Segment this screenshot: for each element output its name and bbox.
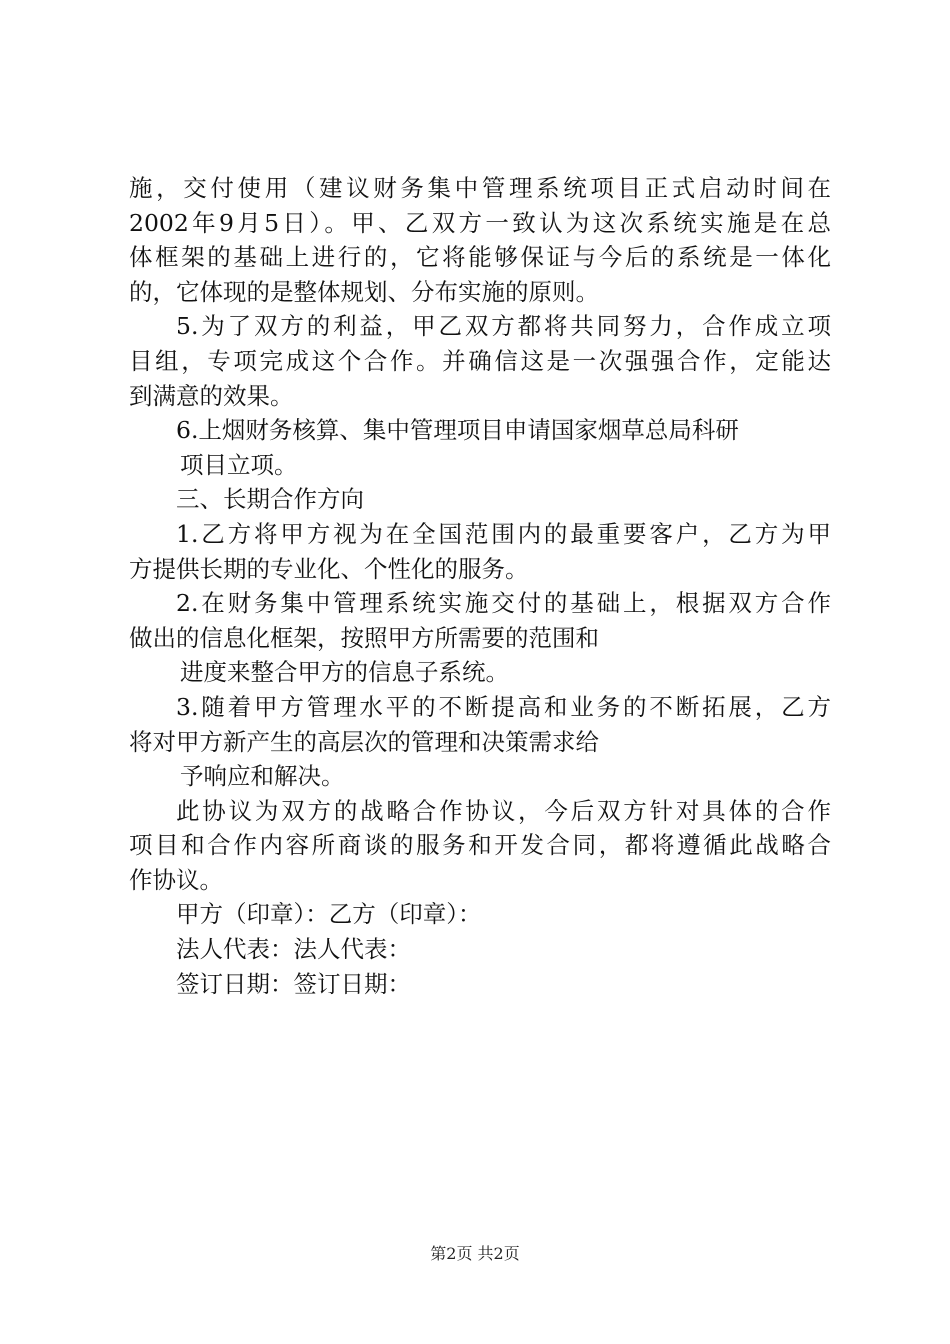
text-line: 将对甲方新产生的高层次的管理和决策需求给	[129, 727, 599, 756]
text-line: 进度来整合甲方的信息子系统。	[180, 658, 509, 687]
text-line: 项目和合作内容所商谈的服务和开发合同，都将遵循此战略合	[129, 831, 831, 860]
text-line: 予响应和解决。	[180, 762, 345, 791]
text-line: 6.上烟财务核算、集中管理项目申请国家烟草总局科研	[176, 416, 739, 445]
text-line: 的，它体现的是整体规划、分布实施的原则。	[129, 277, 599, 306]
document-body	[129, 171, 831, 1001]
page-number: 第2页 共2页	[430, 1244, 520, 1263]
page-footer	[0, 1241, 950, 1264]
text-line: 此协议为双方的战略合作协议，今后双方针对具体的合作	[176, 796, 831, 825]
text-line: 2.在财务集中管理系统实施交付的基础上，根据双方合作	[176, 589, 831, 618]
signature-line-representative: 法人代表：法人代表：	[176, 935, 411, 964]
text-line: 施，交付使用（建议财务集中管理系统项目正式启动时间在	[129, 174, 831, 202]
text-line: 5.为了双方的利益，甲乙双方都将共同努力，合作成立项	[176, 312, 831, 341]
text-line: 方提供长期的专业化、个性化的服务。	[129, 554, 529, 583]
text-line: 项目立项。	[180, 450, 298, 479]
text-line: 3.随着甲方管理水平的不断提高和业务的不断拓展，乙方	[176, 692, 831, 721]
text-line: 2002年9月5日）。甲、乙双方一致认为这次系统实施是在总	[129, 208, 831, 237]
text-line: 1.乙方将甲方视为在全国范围内的最重要客户，乙方为甲	[176, 519, 831, 548]
section-heading: 三、长期合作方向	[176, 485, 364, 514]
signature-line-date: 签订日期：签订日期：	[176, 969, 411, 998]
signature-line-seal: 甲方（印章）：乙方（印章）：	[176, 900, 482, 929]
text-line: 做出的信息化框架，按照甲方所需要的范围和	[129, 623, 599, 652]
text-line: 目组，专项完成这个合作。并确信这是一次强强合作，定能达	[129, 346, 831, 375]
text-line: 作协议。	[129, 865, 223, 894]
text-line: 体框架的基础上进行的，它将能够保证与今后的系统是一体化	[129, 243, 831, 272]
text-line: 到满意的效果。	[129, 381, 294, 410]
